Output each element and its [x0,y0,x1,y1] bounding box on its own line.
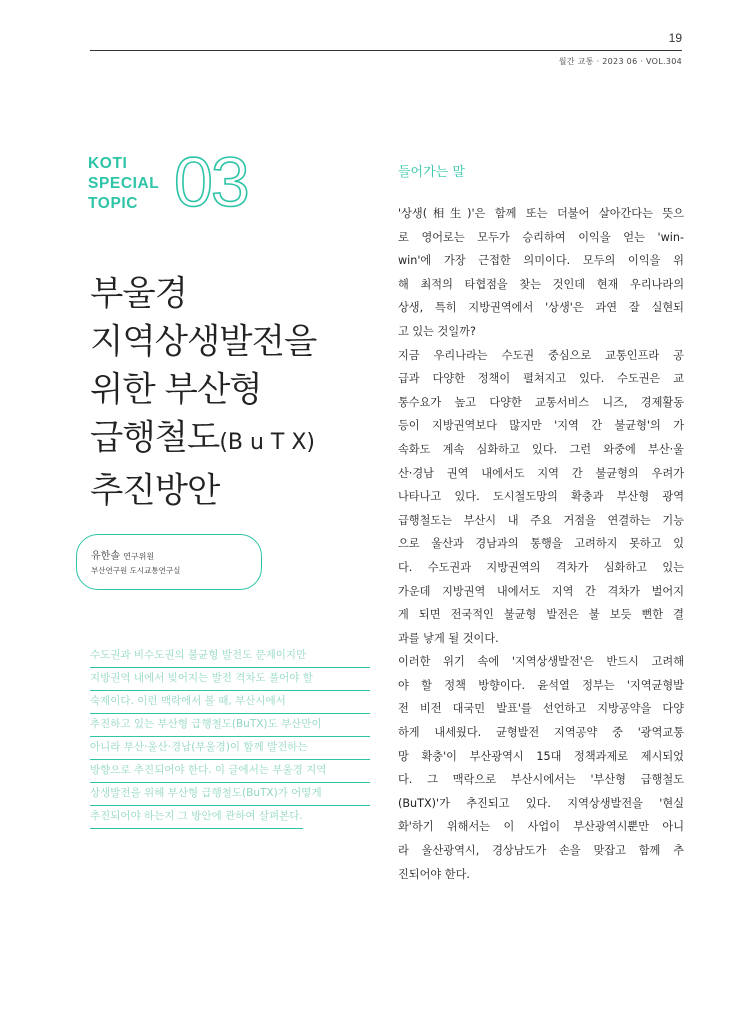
body-line: 다. 수도권과 지방권역의 격차가 심화하고 있는 [398,560,684,574]
body-line: 로 영어로는 모두가 승리하여 이익을 얻는 'win- [398,230,684,244]
koti-words [88,154,159,214]
author-name-line [91,547,154,562]
body-line: 고 있는 것일까? [398,324,476,338]
body-line: 다. 그 맥락으로 부산시에서는 '부산형 급행철도 [398,773,684,787]
body-line: 라 울산광역시, 경상남도가 손을 맞잡고 함께 추 [398,844,684,858]
body-line: 전 비전 대국민 발표'를 선언하고 지방공약을 다양 [398,702,684,716]
header-rule [90,50,682,51]
running-head: 월간 교통 · 2023 06 · VOL.304 [558,57,682,66]
section-heading: 들어가는 말 [398,165,465,180]
body-text [398,202,684,886]
body-line: 가운데 지방권역 내에서도 지역 간 격차가 벌어지 [398,584,684,598]
body-line: 상생, 특히 지방권역에서 '상생'은 과연 잘 실현되 [398,301,684,315]
body-line: 과를 낳게 될 것이다. [398,631,499,645]
title-line [90,414,316,467]
body-line: 지금 우리나라는 수도권 중심으로 교통인프라 공 [398,348,684,362]
body-line: 급과 다양한 정책이 펼쳐지고 있다. 수도권은 교 [398,372,684,386]
body-line: 등이 지방권역보다 많지만 '지역 간 불균형'의 가 [398,419,684,433]
body-line: 통수요가 높고 다양한 교통서비스 니즈, 경제활동 [398,395,684,409]
body-line: 야 할 정책 방향이다. 윤석열 정부는 '지역균형발 [398,678,684,692]
abstract-line: 상생발전을 위해 부산형 급행철도(BuTX)가 어떻게 [90,783,370,806]
body-line: 게 되면 전국적인 불균형 발전은 불 보듯 뻔한 결 [398,608,684,622]
abstract-line: 방향으로 추진되어야 한다. 이 글에서는 부울경 지역 [90,760,370,783]
body-line: 산·경남 권역 내에서도 지역 간 불균형의 우려가 [398,466,684,480]
body-line: 진되어야 한다. [398,867,470,881]
title-line-main: 급행철도 [90,418,220,458]
body-line: 속화도 계속 심화하고 있다. 그런 와중에 부산·울 [398,442,684,456]
body-line: win'에 가장 근접한 의미이다. 모두의 이익을 위 [398,254,684,268]
abstract [90,645,370,829]
special-word: SPECIAL [88,175,160,192]
body-line: 이러한 위기 속에 '지역상생발전'은 반드시 고려해 [398,655,684,669]
abstract-line: 아니라 부산·울산·경남(부울경)이 함께 발전하는 [90,737,370,760]
title-line: 지역상생발전을 [90,322,317,362]
body-line: 하게 내세웠다. 균형발전 지역공약 중 '광역교통 [398,726,684,740]
topic-number-text: 03 [174,148,248,216]
author-name: 유한솔 [91,551,120,562]
body-line: 으로 울산과 경남과의 통행을 고려하지 못하고 있 [398,537,684,551]
author-box [76,534,262,590]
author-affiliation: 부산연구원 도시교통연구실 [91,566,181,575]
abstract-line: 추진되어야 하는지 그 방안에 관하여 살펴본다. [90,806,303,829]
author-role: 연구위원 [123,552,155,561]
body-line: 나타나고 있다. 도시철도망의 확충과 부산형 광역 [398,490,684,504]
body-line: 급행철도는 부산시 내 주요 거점을 연결하는 기능 [398,513,684,527]
abstract-line: 숙제이다. 이런 맥락에서 볼 때, 부산시에서 [90,691,370,714]
title-line-sub: (B u T X) [219,430,316,455]
title-line: 위한 부산형 [90,370,262,410]
koti-special-topic-logo [88,148,248,216]
body-line: (BuTX)'가 추진되고 있다. 지역상생발전을 '현실 [398,796,684,810]
page-number: 19 [668,31,682,45]
title-line: 부울경 [90,274,187,314]
body-line: 해 최적의 타협점을 찾는 것인데 현재 우리나라의 [398,277,684,291]
title-line: 추진방안 [90,471,220,511]
abstract-line: 수도권과 비수도권의 불균형 발전도 문제이지만 [90,645,370,668]
body-line: 망 확충'이 부산광역시 15대 정책과제로 제시되었 [398,749,684,763]
article-title [90,270,316,515]
topic-number [172,148,268,216]
abstract-line: 지방권역 내에서 빚어지는 발전 격차도 풀어야 할 [90,668,370,691]
body-line: 화'하기 위해서는 이 사업이 부산광역시뿐만 아니 [398,820,684,834]
topic-word: TOPIC [88,195,139,212]
koti-word: KOTI [88,155,128,172]
body-line: '상생(相生)'은 함께 또는 더불어 살아간다는 뜻으 [398,207,684,220]
abstract-line: 추진하고 있는 부산형 급행철도(BuTX)도 부산만이 [90,714,370,737]
